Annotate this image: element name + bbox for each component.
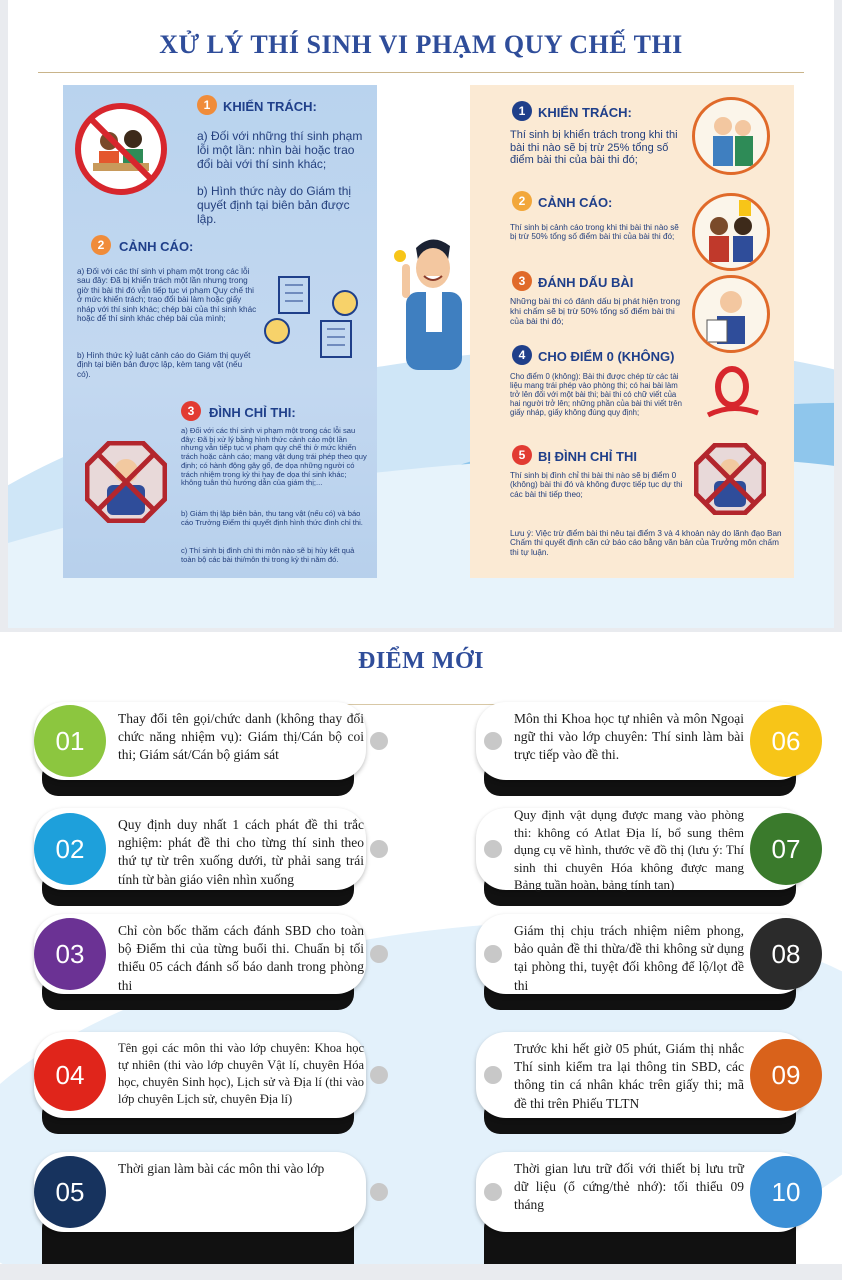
section-heading: ĐÌNH CHỈ THI: xyxy=(209,405,296,420)
slide-title: ĐIỂM MỚI xyxy=(358,648,484,674)
zero-score-icon xyxy=(702,363,762,423)
section-heading: KHIỂN TRÁCH: xyxy=(538,105,632,120)
section-heading: KHIỂN TRÁCH: xyxy=(223,99,317,114)
item-number-badge: 01 xyxy=(34,705,106,777)
item-text: Trước khi hết giờ 05 phút, Giám thị nhắc Thí sinh kiểm tra lại thông tin SBD, các thông tin cá nhân khác trên giấy thi; mã đề thi trên Phiếu TLTN xyxy=(514,1041,744,1111)
teacher-illustration xyxy=(386,228,470,370)
section-text: a) Đối với những thí sinh phạm lỗi một lần: nhìn bài hoặc trao đổi bài với thí sinh khác; xyxy=(197,129,363,171)
section-heading: CHO ĐIỂM 0 (KHÔNG) xyxy=(538,349,675,364)
banned-student-icon xyxy=(85,441,167,523)
section-heading: CẢNH CÁO: xyxy=(119,239,194,254)
document-exchange-icon xyxy=(261,271,369,363)
slide-violation-handling xyxy=(8,0,834,628)
section-text: a) Đối với các thí sinh vi phạm một trong các lỗi sau đây: Đã bị khiển trách một lần nhưng trong giờ thi bài thi đó vẫn tiếp tục vi phạm Quy chế thi ở mức khiển trách; trao đổi bài làm hoặc giấy nháp với thí sinh khác; chép bài của thí sinh khác hoặc để thí sinh khác chép bài của mình; xyxy=(77,267,257,324)
connector-dot xyxy=(484,732,502,750)
item-number-badge: 08 xyxy=(750,918,822,990)
section-text: Thí sinh bị đình chỉ thi bài thi nào sẽ bị điểm 0 (không) bài thi đó và không được tiếp tục dự thi các bài thi tiếp theo; xyxy=(510,471,683,499)
item-number-badge: 07 xyxy=(750,813,822,885)
marked-paper-illustration xyxy=(692,275,770,353)
item-text: Thời gian làm bài các môn thi vào lớp xyxy=(118,1161,325,1176)
section-text: c) Thí sinh bị đình chỉ thi môn nào sẽ bị hủy kết quả toàn bộ các bài thi/môn thi trong kỳ thi năm đó. xyxy=(181,546,355,564)
reprimand-illustration xyxy=(692,97,770,175)
section-number: 2 xyxy=(512,191,532,211)
title-divider xyxy=(38,72,804,73)
item-text: Quy định vật dụng được mang vào phòng thi: không có Atlat Địa lí, bổ sung thêm dụng cụ vẽ hình, thước vẽ đồ thị (lưu ý: Thí sinh thi chuyên Hóa không được mang Bảng tuần hoàn, bảng tính tan) xyxy=(514,807,744,893)
item-text: Môn thi Khoa học tự nhiên và môn Ngoại ngữ thi vào lớp chuyên: Thí sinh làm bài trực tiếp vào đề thi. xyxy=(514,711,744,763)
connector-dot xyxy=(370,1066,388,1084)
suspended-student-icon xyxy=(694,443,766,515)
item-text: Thay đổi tên gọi/chức danh (không thay đổi chức năng nhiệm vụ): Giám thị/Cán bộ coi thi; Giám sát/Cán bộ giám sát xyxy=(118,711,364,763)
item-number-badge: 02 xyxy=(34,813,106,885)
section-number: 3 xyxy=(181,401,201,421)
section-text: b) Hình thức kỷ luật cảnh cáo do Giám thị quyết định tại biên bản được lập, kèm tang vật (nếu có). xyxy=(77,351,251,379)
section-number: 4 xyxy=(512,345,532,365)
item-text: Giám thị chịu trách nhiệm niêm phong, bảo quản đề thi thừa/đề thi không sử dụng tại phòng thi, tuyệt đối không để lộ/lọt đề thi xyxy=(514,923,744,993)
item-number-badge: 09 xyxy=(750,1039,822,1111)
item-number-badge: 10 xyxy=(750,1156,822,1228)
connector-dot xyxy=(484,945,502,963)
connector-dot xyxy=(484,1066,502,1084)
section-text: a) Đối với các thí sinh vi phạm một trong các lỗi sau đây: Đã bị xử lý bằng hình thức cảnh cáo một lần nhưng vẫn tiếp tục vi phạm quy chế thi ở mức khiển trách hoặc cảnh cáo; mang vật dụng trái phép theo quy định; có hành động gây gổ, đe dọa những người có trách nhiệm trong kỳ thi hay đe dọa thí sinh khác; không tuân thủ hướng dẫn của giám thị;... xyxy=(181,426,367,488)
section-number: 5 xyxy=(512,445,532,465)
section-number: 1 xyxy=(197,95,217,115)
section-text: Những bài thi có đánh dấu bị phát hiện trong khi chấm sẽ bị trừ 50% tổng số điểm bài thi của bài thi đó; xyxy=(510,296,681,326)
section-number: 2 xyxy=(91,235,111,255)
section-text: b) Hình thức này do Giám thị quyết định tại biên bản được lập. xyxy=(197,184,352,226)
connector-dot xyxy=(370,1183,388,1201)
item-number-badge: 05 xyxy=(34,1156,106,1228)
item-text: Thời gian lưu trữ đối với thiết bị lưu trữ dữ liệu (ổ cứng/thẻ nhớ): tối thiểu 09 tháng xyxy=(514,1161,744,1213)
connector-dot xyxy=(484,840,502,858)
connector-dot xyxy=(370,732,388,750)
no-cheating-icon xyxy=(75,103,167,195)
section-number: 1 xyxy=(512,101,532,121)
section-heading: ĐÁNH DẤU BÀI xyxy=(538,275,634,290)
item-number-badge: 03 xyxy=(34,918,106,990)
connector-dot xyxy=(370,840,388,858)
section-text: Cho điểm 0 (không): Bài thi được chép từ các tài liệu mang trái phép vào phòng thi; có hai bài làm trở lên đối với một bài thi; bài thi có chữ viết của hai người trở lên; những phần của bài thi viết trên giấy nháp, giấy không đúng quy định; xyxy=(510,372,682,417)
item-text: Chỉ còn bốc thăm cách đánh SBD cho toàn bộ Điểm thi của từng buổi thi. Chuẩn bị tối thiểu 05 cách đánh số báo danh trong phòng thi xyxy=(118,923,364,993)
item-number-badge: 04 xyxy=(34,1039,106,1111)
item-text: Quy định duy nhất 1 cách phát đề thi trắc nghiệm: phát đề thi cho từng thí sinh theo thứ tự từ trên xuống dưới, từ phải sang trái tính từ bàn giáo viên nhìn xuống xyxy=(118,817,364,887)
section-heading: BỊ ĐÌNH CHỈ THI xyxy=(538,449,637,464)
warning-illustration xyxy=(692,193,770,271)
slide-new-points xyxy=(0,632,842,1264)
item-number-badge: 06 xyxy=(750,705,822,777)
slide-title: XỬ LÝ THÍ SINH VI PHẠM QUY CHẾ THI xyxy=(159,30,683,59)
item-text: Tên gọi các môn thi vào lớp chuyên: Khoa học tự nhiên (thi vào lớp chuyên Vật lí, chuyên Hóa học, chuyên Sinh học), Lịch sử và Địa lí (thi vào lớp chuyên Lịch sử, chuyên Địa lí) xyxy=(118,1041,364,1106)
section-text: Thí sinh bị cảnh cáo trong khi thi bài thi nào sẽ bị trừ 50% tổng số điểm bài thi của bài thi đó; xyxy=(510,223,679,242)
section-number: 3 xyxy=(512,271,532,291)
section-text: b) Giám thị lập biên bản, thu tang vật (nếu có) và báo cáo Trưởng Điểm thi quyết định hình thức đình chỉ thi. xyxy=(181,509,363,527)
right-panel-score-deductions xyxy=(470,85,794,578)
note-text: Lưu ý: Việc trừ điểm bài thi nêu tại điểm 3 và 4 khoản này do lãnh đạo Ban Chấm thi quyết định căn cứ báo cáo bằng văn bản của Trưởng môn chấm thi tự luận. xyxy=(510,529,782,557)
left-panel-penalties xyxy=(63,85,377,578)
section-text: Thí sinh bị khiển trách trong khi thi bài thi nào sẽ bị trừ 25% tổng số điểm bài thi của bài thi đó; xyxy=(510,129,678,167)
section-heading: CẢNH CÁO: xyxy=(538,195,613,210)
connector-dot xyxy=(370,945,388,963)
connector-dot xyxy=(484,1183,502,1201)
